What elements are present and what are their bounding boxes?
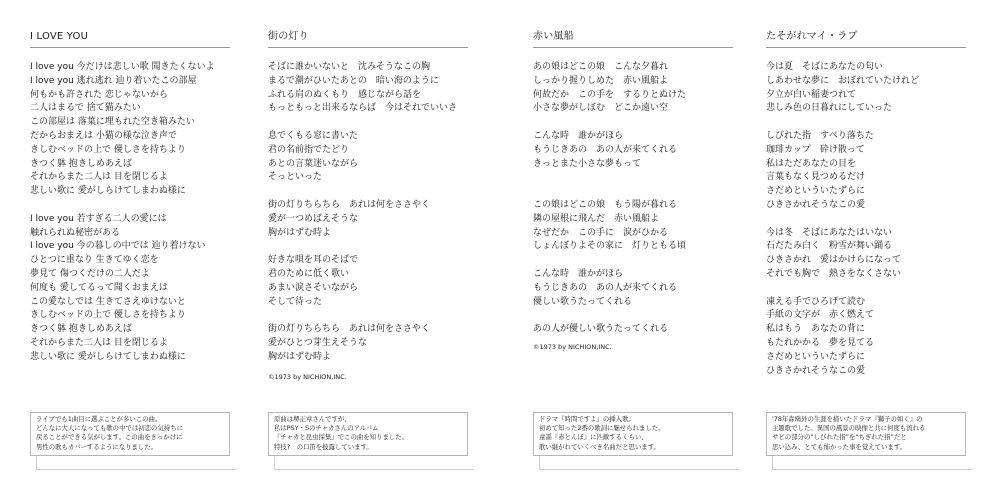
lyric-line: 手紙の文字が 赤く燃えて — [766, 310, 875, 321]
note-line: 童謡『赤とんぼ』に匹敵するくらい、 — [539, 433, 648, 442]
lyric-line — [268, 116, 473, 130]
lyric-line — [268, 185, 473, 199]
note-box — [30, 412, 230, 456]
lyric-line: 私はただあなたの目を — [766, 158, 857, 169]
note-line: 原曲は堺正章さんですが、 — [274, 415, 351, 423]
lyric-line: 何故だか この手を するりとぬけた — [533, 89, 687, 100]
copyright: ©1973 by NICHION,INC. — [533, 342, 612, 351]
lyric-line: 凍える手でひろげて読む — [766, 296, 866, 307]
lyric-line: 珈琲カップ 砕け散って — [766, 144, 865, 155]
lyric-line: 夢見て 傷つくだけの二人だよ — [30, 268, 150, 279]
song-title: 街の灯り — [268, 31, 309, 42]
note-line: 初めて知った2番の歌詞に魅せられました。 — [539, 424, 665, 433]
lyric-line: 悲しい歌に 愛がしらけてしまわぬ様に — [30, 351, 186, 362]
lyric-line: さだめといういたずらに — [766, 351, 866, 362]
lyric-line: ひとつに重なり 生きてゆく恋を — [30, 255, 159, 266]
note-line: 主題歌でした。異国の風景の映像と共に何度も流れる — [772, 424, 926, 433]
lyric-line: 愛がひとつ芽生えそうな — [268, 337, 367, 348]
title-divider — [766, 47, 966, 48]
lyric-line: この娘はどこの娘 もう陽が暮れる — [533, 199, 678, 210]
lyric-line — [533, 171, 738, 185]
lyric-line: しょんぼりよその家に 灯りともる頃 — [533, 241, 687, 252]
copyright: ©1973 by NICHION,INC. — [268, 372, 347, 381]
lyric-line: 今は夏 そばにあなたの匂い — [766, 62, 884, 72]
lyric-line: そっといった — [268, 172, 323, 183]
lyric-line: 隣の屋根に飛んだ 赤い風船よ — [533, 213, 660, 224]
lyric-line: しっかり握りしめた 赤い風船よ — [533, 75, 669, 86]
lyric-line: それからまた二人は 目を閉じるよ — [30, 172, 168, 183]
song-title: 赤い風船 — [533, 31, 574, 42]
lyric-line: それでも胸で 熱さをなくさない — [766, 268, 902, 279]
lyric-line: 息でくもる窓に書いた — [268, 130, 359, 141]
lyric-line — [533, 254, 738, 268]
lyric-line: 君の名前指でたどり — [268, 144, 350, 155]
lyric-line: この愛なしでは 生きてさえゆけないと — [30, 296, 186, 307]
lyrics — [533, 61, 738, 337]
lyric-line — [766, 213, 971, 227]
lyric-line: しあわせな夢に おぼれていたけれど — [766, 75, 920, 86]
lyric-line: 今は冬 そばにあなたはいない — [766, 227, 893, 238]
lyric-line — [30, 199, 235, 213]
lyric-line: ひきさかれそうなこの愛 — [766, 365, 866, 376]
song-title: たそがれマイ・ラブ — [766, 31, 858, 42]
lyric-line: I love you 逃れ逃れ 辿り着いたこの部屋 — [30, 75, 197, 86]
lyric-line: 何度も 愛してるって聞くおまえは — [30, 282, 168, 293]
lyric-line: I love you 今だけは悲しい歌 聞きたくないよ — [30, 62, 215, 72]
lyric-line: 優しい歌うたってくれる — [533, 296, 633, 307]
song-column-i-love-you — [30, 30, 235, 365]
note-line: 戻ることができる気がします。この曲をきっかけに — [36, 433, 183, 442]
lyric-line — [533, 309, 738, 323]
lyric-line: I love you 今の暮しの中では 辿り着けない — [30, 241, 206, 252]
note-box — [268, 412, 468, 456]
note-box — [533, 412, 733, 456]
lyric-line: 何もかも許された 恋じゃないから — [30, 89, 168, 100]
song-column-tasogare-my-love — [766, 30, 971, 378]
note-box — [766, 412, 966, 456]
note-line: 特技? の口笛を披露しています。 — [274, 442, 373, 451]
note-line: どんなに大人になっても歌の中では初恋の気持ちに — [36, 424, 183, 433]
lyric-line — [766, 282, 971, 296]
lyrics — [268, 61, 473, 365]
lyric-line: もうじきあの あの人が来てくれる — [533, 144, 678, 155]
lyric-line: きつく躰 抱きしめあえば — [30, 324, 132, 335]
lyric-line: ひきさかれそうなこの愛 — [766, 199, 866, 210]
lyric-line: まるで潮がひいたあとの 暗い海のように — [268, 75, 439, 86]
lyric-line: それからまた二人は 目を閉じるよ — [30, 337, 168, 348]
lyric-line: そばに誰かいないと 沈みそうなこの胸 — [268, 62, 431, 72]
note-line: ライブでも1曲目に選ぶことが多いこの曲。 — [36, 415, 162, 423]
song-column-akai-fuusen — [533, 30, 738, 352]
note-line: 私はPSY・Sのチャカさんのアルバム — [274, 424, 379, 433]
lyric-line — [268, 309, 473, 323]
lyric-line: 胸がはずむ時よ — [268, 351, 332, 362]
lyric-line: 君のために低く歌い — [268, 268, 350, 279]
note-line: 歌い継がれていくべき名曲だと思います。 — [539, 442, 660, 451]
lyric-line: こんな時 誰かがほら — [533, 130, 624, 141]
lyric-line: 小さな夢がしぼむ どこか遠い空 — [533, 103, 669, 114]
lyric-line: ひきさかれ 愛はかけらになって — [766, 255, 902, 266]
lyric-line: そして待った — [268, 296, 323, 307]
lyric-line: もうじきあの あの人が来てくれる — [533, 282, 678, 293]
lyric-line: 触れられぬ秘密がある — [30, 227, 121, 238]
lyric-line — [268, 240, 473, 254]
lyric-line: 胸がはずむ時よ — [268, 227, 332, 238]
lyric-line: あの人が優しい歌うたってくれる — [533, 324, 669, 335]
lyric-line: 石だたみ白く 粉雪が舞い踊る — [766, 241, 893, 252]
lyric-line: 好きな唄を耳のそばで — [268, 255, 359, 266]
lyric-line: さだめといういたずらに — [766, 186, 866, 197]
lyric-line: きつく躰 抱きしめあえば — [30, 158, 132, 169]
lyric-line: 街の灯りちらちら あれは何をささやく — [268, 324, 431, 335]
title-divider — [30, 47, 230, 48]
title-divider — [533, 47, 733, 48]
lyric-line: 悲しみ色の日暮れにしていった — [766, 103, 893, 114]
lyric-line: I love you 若すぎる二人の愛には — [30, 213, 167, 224]
lyric-line: もっともっと出来るならば 今はそれでいいさ — [268, 103, 458, 114]
note-line: ドラマ『時間ですよ』の挿入歌。 — [539, 415, 635, 423]
lyric-line: この部屋は 落葉に埋もれた空き箱みたい — [30, 117, 195, 128]
lyric-line: こんな時 誰かがほら — [533, 268, 624, 279]
lyric-line: ふれる肩のぬくもり 感じながら話を — [268, 89, 422, 100]
lyric-line: 悲しい歌に 愛がしらけてしまわぬ様に — [30, 186, 186, 197]
lyric-line: あの娘はどこの娘 こんな夕暮れ — [533, 62, 669, 72]
lyric-line: きしむベッドの上で 優しさを持ちより — [30, 144, 186, 155]
note-line: サビの部分の“しびれた指”を“ちぎれた指”だと — [772, 433, 907, 442]
lyric-line: しびれた指 すべり落ちた — [766, 130, 874, 141]
lyric-line — [766, 116, 971, 130]
lyric-line: きしむベッドの上で 優しさを持ちより — [30, 310, 186, 321]
lyric-line: あまい涙さそいながら — [268, 282, 359, 293]
note-line: 思い込み、とても怖かった事を覚えています。 — [772, 442, 907, 451]
lyric-line: 街の灯りちらちら あれは何をささやく — [268, 199, 431, 210]
lyrics — [30, 61, 235, 365]
lyric-line: あとの言葉迷いながら — [268, 158, 359, 169]
lyric-line: もたれかかる 夢を見てる — [766, 337, 875, 348]
note-line: 男性の歌もカバーするようになりました。 — [36, 442, 158, 451]
lyric-line: 言葉もなく見つめるだけ — [766, 172, 866, 183]
lyric-line: だからおまえは 小猫の様な泣き声で — [30, 130, 177, 141]
song-title: I LOVE YOU — [30, 31, 89, 42]
lyric-line: 愛が一つめばえそうな — [268, 213, 359, 224]
lyric-line: 夕立が白い稲妻つれて — [766, 89, 857, 100]
lyric-line — [533, 116, 738, 130]
title-divider — [268, 47, 468, 48]
lyric-line — [533, 185, 738, 199]
lyric-line: 二人はまるで 捨て猫みたい — [30, 103, 141, 114]
lyric-line: なぜだか この手に 涙がひかる — [533, 227, 669, 238]
note-line: 『チャカと昆虫採集』でこの曲を知りました。 — [274, 433, 409, 442]
lyric-line: 私はもう あなたの背に — [766, 324, 866, 335]
lyric-line: きっとまた小さな夢もって — [533, 158, 642, 169]
note-line: '78年森鴎外の生涯を描いたドラマ『獅子の如く』の — [772, 415, 923, 423]
song-column-machi-no-akari — [268, 30, 473, 382]
lyrics — [766, 61, 971, 378]
